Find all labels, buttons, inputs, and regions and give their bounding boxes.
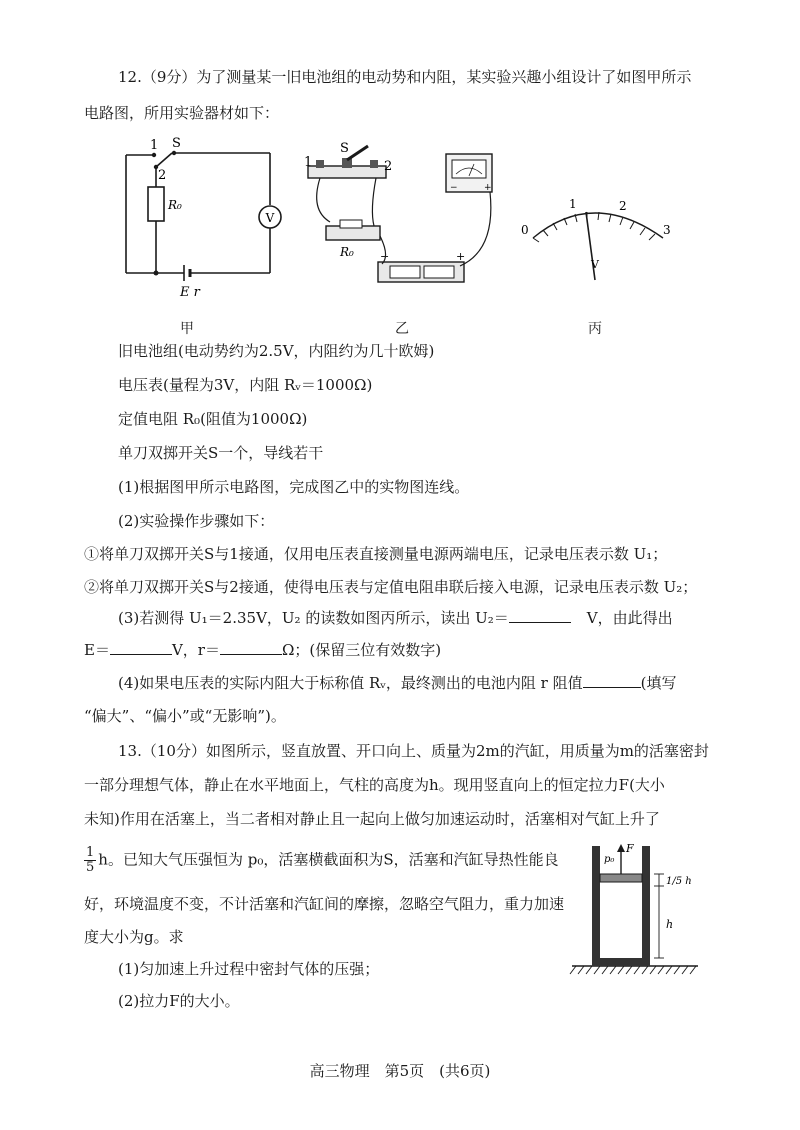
- switch-pos-1: 1: [150, 138, 159, 153]
- u2-answer-blank[interactable]: [509, 608, 571, 623]
- svg-text:−: −: [450, 183, 458, 193]
- q13-line2: 一部分理想气体，静止在水平地面上，气柱的高度为h。现用竖直向上的恒定拉力F(大小: [84, 776, 665, 794]
- switch-pos-1-yi: 1: [304, 155, 313, 170]
- error-answer-blank[interactable]: [583, 673, 641, 688]
- q12-part3-text-a: (3)若测得 U₁＝2.35V，U₂ 的读数如图丙所示，读出 U₂＝: [118, 609, 509, 627]
- q12-part1: (1)根据图甲所示电路图，完成图乙中的实物图连线。: [118, 478, 470, 496]
- resistance-answer-blank[interactable]: [220, 640, 282, 655]
- q12-step2: ②将单刀双掷开关S与2接通，使得电压表与定值电阻串联后接入电源，记录电压表示数 U₂；: [84, 578, 698, 596]
- fraction-one-fifth: $\frac{1}{5}$: [86, 845, 95, 875]
- switch-label-yi: S: [340, 141, 349, 156]
- resistor-label-yi: R₀: [340, 245, 354, 259]
- q12-part3-text-b: V，由此得出: [586, 609, 673, 627]
- resistor-label: R₀: [168, 198, 182, 212]
- emf-answer-blank[interactable]: [110, 640, 172, 655]
- q12-line2: 电路图，所用实验器材如下：: [84, 104, 280, 122]
- dial-0: 0: [521, 223, 529, 237]
- q12-part3-line2: [84, 639, 441, 661]
- caption-bing: 丙: [588, 321, 602, 337]
- q13-line6: 度大小为g。求: [84, 928, 184, 946]
- q12-part4-line2: “偏大”、“偏小”或“无影响”)。: [84, 707, 286, 725]
- q12-step1: ①将单刀双掷开关S与1接通，仅用电压表直接测量电源两端电压，记录电压表示数 U₁；: [84, 545, 668, 563]
- q12-part4-text-a: (4)如果电压表的实际内阻大于标称值 Rᵥ，最终测出的电池内阻 r 阻值: [118, 674, 583, 692]
- dial-2: 2: [619, 199, 627, 213]
- q12-part3-text-e: Ω；(保留三位有效数字): [281, 641, 442, 659]
- q13-line5: 好，环境温度不变，不计活塞和汽缸间的摩擦，忽略空气阻力，重力加速: [84, 895, 565, 913]
- q13-sub2: (2)拉力F的大小。: [118, 992, 240, 1010]
- dial-1: 1: [569, 197, 577, 211]
- page-footer: 高三物理 第5页 (共6页): [309, 1062, 491, 1080]
- material-switch: 单刀双掷开关S一个，导线若干: [118, 444, 324, 462]
- one-fifth-h-label: 1/5 h: [666, 876, 692, 887]
- material-battery: 旧电池组(电动势约为2.5V，内阻约为几十欧姆): [118, 342, 435, 360]
- q12-part2: (2)实验操作步骤如下：: [118, 512, 275, 530]
- q12-part3-text-c: E＝: [84, 641, 110, 659]
- switch-label: S: [172, 136, 181, 151]
- cylinder-piston-diagram: [568, 838, 708, 978]
- q13-line3: 未知)作用在活塞上，当二者相对静止且一起向上做匀加速运动时，活塞相对气缸上升了: [84, 810, 660, 828]
- q12-line1: 12.（9分）为了测量某一旧电池组的电动势和内阻，某实验兴趣小组设计了如图甲所示: [118, 68, 692, 86]
- dial-3: 3: [663, 223, 671, 237]
- dial-unit: V: [591, 258, 599, 271]
- voltmeter-dial-bing: [515, 190, 680, 285]
- q12-part4-line1: [118, 672, 676, 694]
- svg-text:+: +: [456, 250, 466, 263]
- apparatus-diagram-yi: [300, 140, 510, 300]
- pressure-label: p₀: [604, 854, 615, 865]
- material-voltmeter: 电压表(量程为3V，内阻 Rᵥ＝1000Ω): [118, 376, 373, 394]
- svg-text:−: −: [380, 250, 390, 263]
- circuit-diagram-jia: [110, 135, 313, 305]
- caption-jia: 甲: [180, 321, 194, 337]
- q13-line4: [84, 846, 559, 875]
- q13-line4-text: h。已知大气压强恒为 p₀，活塞横截面积为S，活塞和汽缸导热性能良: [98, 850, 559, 869]
- q13-sub1: (1)匀加速上升过程中密封气体的压强；: [118, 960, 380, 978]
- caption-yi: 乙: [395, 321, 409, 337]
- emf-label: E r: [180, 285, 200, 300]
- svg-text:+: +: [484, 183, 492, 193]
- q12-part4-text-b: (填写: [640, 674, 677, 692]
- q12-part3-line1: [118, 607, 673, 629]
- force-label: F: [626, 842, 634, 855]
- switch-pos-2-yi: 2: [384, 159, 393, 174]
- height-label: h: [666, 918, 674, 931]
- material-resistor: 定值电阻 R₀(阻值为1000Ω): [118, 410, 308, 428]
- switch-pos-2: 2: [158, 168, 167, 183]
- voltmeter-label: V: [265, 211, 275, 225]
- q12-part3-text-d: V，r＝: [171, 641, 220, 659]
- q13-line1: 13.（10分）如图所示，竖直放置、开口向上、质量为2m的汽缸，用质量为m的活塞密封: [118, 742, 709, 760]
